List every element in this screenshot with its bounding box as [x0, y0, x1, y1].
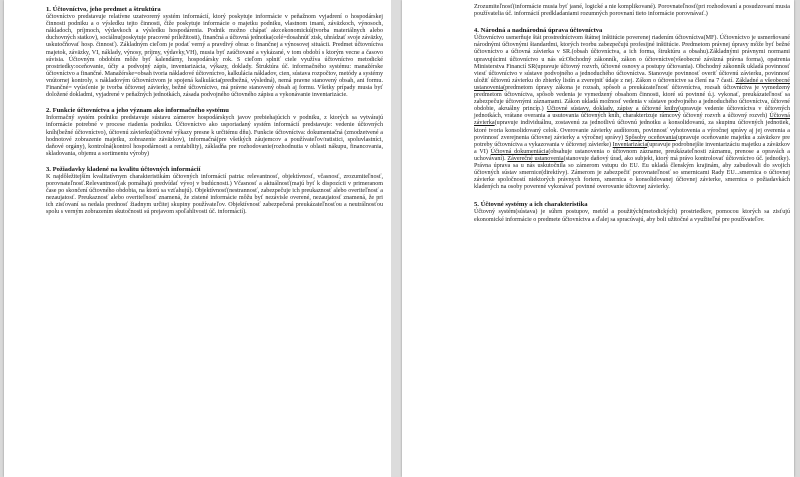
section-text: Zrozumiteľnosť(informácie musia byť jasné, logické a nie komplikované). Porovnateľnosť(pri rozhodovaní a posudzovaní musia používatelia úč. informácií predkladaniami rozumných porovnaní tieto informácie porovnávať.) [474, 4, 790, 18]
section-text: účtovníctvo predstavuje relatívne uzatvorený systém informácií, ktorý poskytuje informácie v peňažnom vyjadrení o hospodárskej činnosti podniku a o výsledku tejto činnosti, čiže poskytuje informácie o majetku podniku, vlastnom imaní, záväzkoch, výnosoch, nákladoch, príjmoch, výdavkoch a výsledku hospodárenia. Podnik možno chápať ako:ekonomickú(tvorba materiálnych alebo duchovných statkov), sociálnu(poskytuje pracovné príležitosti), finančná a účtovná jednotka(celé=dosahnúť zisk, uhrádzať svoje záväzky, uskutočňovať hosp. činnosť). Základným cieľom je podať verný a pravdivý obraz o finančnej a výnosovej situácii. Predmet účtovníctva majetok, záväzky, VI, náklady, výnosy, príjmy, výdavky,VH), musia byť zaúčtované a vykázané, v tom období s ktorým vecne a časovo súvisia. Účtovným obdobím môže byť kalendárny, hospodársky rok. S cieľom splniť ciele využíva účtovníctvo metodické prostriedky:oceňovanie, účty a podvojný zápis, inventarizácia, výkazy, doklady. Štruktúra úč. informačného systému: manažérske účtovníctvo a finančné. Manažérske=obsah tvoria nákladové účtovníctvo, kalkulácia nákladov, cien, sústava rozpočtov, metódy a systémy vnútornej kontroly, s nákladovým účtovníctvom je spojená kalkulácia(predbežná, výsledná), nemá pravne stanovený obsah, ani formu. Finančné= vyúsťenie je tvorba účtovnej závierky, bežné účtovníctvo, má právne stanovený obsah aj formu. Všetky prípady musia byť doložené dokladmi, vyjadrené v peňažných jednotkách, zásada podvojného účtovného zápisu a vykonávanie inventarizácie. [46, 14, 383, 99]
section-heading: 4. Národná a nadnárodná úprava účtovníctva [474, 27, 603, 35]
document-page-left [4, 0, 391, 477]
text-column [474, 4, 790, 224]
section-text: K najdôležitejším kvalitatívnym charakteristikám účtovných informácií patria: relevantnosť, objektívnosť, včasnosť, zrozumiteľnosť, porovnateľnosť.Relevantnosť(ak pomáhajú predvídať vývoj v budúcnosti.) Včasnosť a aktuálnosť(majú byť k dispozícii v primeranom čase po skončení účtovného obdobia, na ktorú sa vzťahujú). Objektívnosť(nestrannosť, zabezpečuje ich preukaznosť alebo overiteľnosť a nezaujatosť. Preukaznosť alebo overiteľnosť znamená, že zistené informácie môžu byť nezávisle overené, nezaujatosť znamená, že pri ich zisťovaní sa nedala prednosť žiadnym určitej skupiny používateľov. Objektívnosť zabezpečená preukázateľnosťou a neutrálnosťou spolu s verným zobrazením skutočnosti sú prejavom spoľahlivosti úč. informácií). [46, 173, 383, 216]
text-run: (upravuje oceňovanie majetku a záväzkov pre potreby účtovníctva a vykazovania v účtovnej závierke) [474, 134, 791, 148]
section-heading: 3. Požiadavky kladené na kvalitu účtovných informácií [46, 165, 201, 173]
text-run: (upravuje podrobnejšie inventarizáciu majetku a záväzkov a VI) [474, 141, 791, 155]
section-text: Informačný systém podniku predstavuje sústavu zámerov hospodárskych javov prebiehajúcich v podniku, z ktorých sa vytvárajú informácie potrebné v procese riadenia podniku. Účtovníctvo ako usporiadaný systém informácií predstavuje: vedenie účtovných kníh(bežné účtovníctvo), účtovnú závierku(účtovné výkazy presne k určitému dňu). Funkcie účtovníctva: dokumentačná (zmodzetvené a hodnotové zobrazenie majetku, zobrazenie záväzkov), informačná(pre všetkých záujemcov a používateľov/ratistici, spoluvlastníci, daňové orgány), kontrolná(kontrol hospodárnosti a rentability), základňa pre rozhodovanie(rozhodnutia v oblasti nákupu, financovania, skladovania, objemu a sortimentu výroby) [46, 115, 383, 157]
page-gap [391, 0, 402, 477]
section-4 [474, 27, 790, 191]
section-text [474, 35, 790, 191]
section-heading: 5. Účtovné systémy a ich charakteristika [474, 201, 588, 209]
text-run: (stanovuje daňový úrad, ako subjekt, ktorý má právo kontrolovať účtovníctvo úč. jednotky). Právna úprava sa u nás uskutočnila so zámerom vstupu do EU. Eu ukladá členským krajinám, aby zabudovali do svojich účtovných sústav smernice(direktívy). Zámerom je zabezpečiť porovnateľnosť so smernicami Rady EU...smernica o účtovnej závierke spoločností niektorých právnych foriem, smernica o konsolidovanej účtovnej závierke, smernica o požiadavkách kladených na osoby poverené vykonávať povinné overovanie účtovnej závierky. [474, 155, 791, 191]
underlined-term: Účtovné sústavy, doklady, zápisy a účtovné knihy [546, 106, 679, 113]
underlined-term: Základné a všeobecné ustanovenia [474, 77, 790, 91]
underlined-term: Účtovná závierka [474, 113, 790, 127]
text-run: (upravuje vedenie účtovníctva v účtovných jednotkách, vrátane overania a usutovania účtovných kníh, charakterizuje rámcový účtovný rozvrh a účtovný rozvrh) [474, 106, 790, 120]
section-2 [46, 107, 383, 158]
section-1 [46, 6, 383, 99]
underlined-term: Spôsoby oceňovania [625, 134, 676, 141]
document-page-right [402, 0, 794, 477]
text-run: (upravuje individuálnu, zostavenú za jednotlivú účtovnú jednotku a konsolidovanú, za skupinu účtovných jednotiek, ktoré tvoria konsolidovaný celok. Overovanie závierky audítorom, povinnosť vyhotovenia a výročnej správy aj jej overenia a povinnosť zverejnenia účtovnej závierky a výročnej správy) [474, 120, 790, 141]
continuation-text [474, 4, 790, 18]
section-heading: 1. Účtovníctvo, jeho predmet a štruktúra [46, 6, 161, 13]
section-heading: 2. Funkcie účtovníctva a jeho význam ako informačného systému [46, 107, 229, 115]
underlined-term: Účtovná dokumentácia [490, 148, 549, 155]
underlined-term: Inventarizácia [612, 141, 648, 148]
text-run: Účtovníctvo usmerňuje štát prostredníctvom štátnej inštitúcie poverenej riadením účtovníctva(MF). Účtovníctvo je usmerňované národnými účtovnými štandardmi, ktorých tvorbu zabezpečujú profesijné inštitúcie. Predmetom právnej úpravy môže byť bežné účtovníctvo a účtovná závierka v SR.(obsah účtovníctva, a ich forma, štruktúru a obsahu).Základnými právnymi normami upravujúcimi účtovníctvo u nás sú:Obchodný zákonník, zákon o účtovníctve(všeobecné záväzná právna forma), opatrenia Ministerstva Financií SR(upravuje účtovný rozvrh, účtovné osnovy a postupy účtovania). Obchodný zákonník ukladá povinnosť viesť účtovníctvo v sústave podvojného a jednoduchého účtovníctva. Stanovuje povinnosť overiť účtovnú závierku, povinnosť uložiť účtovnú závierku do zbierky listín a zverejniť údaje z nej. Zákon o účtovníctve sa člení na 7 častí. [474, 35, 790, 84]
text-run: (obsahuje ustanovenia o účtovnom zázname, preukázateľnosti záznamu, prenose a opravách a uchovávaní). [474, 148, 790, 162]
underlined-term: Záverečné ustanovenia [507, 155, 564, 162]
section-5 [474, 201, 790, 223]
section-text: Účtovný systém(sústava) je súhrn postupov, metód a použitých(metodických) prostriedkov, pomocou ktorých sa zisťujú ekonomické informácie o predmete účtovníctva a ďalej sa spracúvajú, aby boli užitočné a využiteľné pre používateľov. [474, 209, 790, 223]
text-column [46, 6, 383, 217]
section-3 [46, 166, 383, 217]
text-run: (predmetom úpravy zákona je rozsah, spôsob a preukázateľnosť účtovníctva, rozsah účtovníctva je vymedzený predmetom účtovníctva, spôsob vedenia je vymedzený obsahom činnosti, ktoré sú povinné ú.j. vykonať, preukázateľnosť sa zabezpečuje účtovnými záznamami. Zákon ukladá možnosť vedenia v sústave podvojného a jednoduchého účtovníctva, účtovné obdobie, akruálny princíp.) [474, 84, 790, 113]
